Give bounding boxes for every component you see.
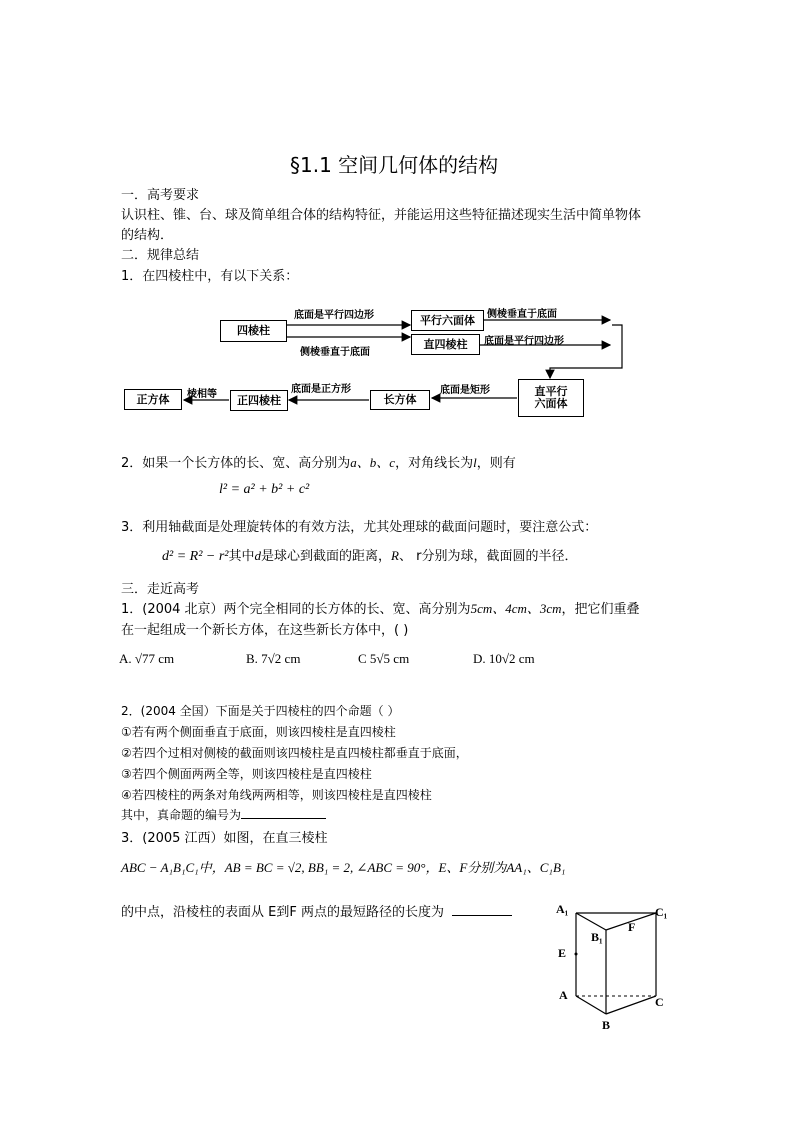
text: 是球心到截面的距离， bbox=[261, 549, 392, 564]
question: 3．(2005 江西）如图，在直三棱柱 bbox=[121, 831, 328, 846]
box-cube: 正方体 bbox=[124, 389, 182, 410]
box-regular-prism: 正四棱柱 bbox=[230, 390, 288, 411]
proposition: ④若四棱柱的两条对角线两两相等，则该四棱柱是直四棱柱 bbox=[121, 788, 432, 802]
option-b: B. 7√2 cm bbox=[246, 651, 301, 666]
paragraph: 的结构． bbox=[121, 228, 174, 243]
text: 2．如果一个长方体的长、宽、高分别为 bbox=[121, 456, 351, 471]
edge-label: 底面是平行四边形 bbox=[294, 310, 374, 321]
section-heading: 三．走近高考 bbox=[121, 582, 200, 597]
text: ，则有 bbox=[476, 456, 516, 471]
box-right-prism: 直四棱柱 bbox=[411, 334, 480, 355]
label-a1: A₁ bbox=[556, 902, 569, 916]
section-heading: 一．高考要求 bbox=[121, 188, 200, 203]
text: ，对角线长为 bbox=[395, 456, 474, 471]
box-cuboid: 长方体 bbox=[370, 390, 430, 410]
question: 2．(2004 全国）下面是关于四棱柱的四个命题（ ） bbox=[121, 704, 400, 718]
label-c: C bbox=[655, 995, 664, 1009]
formula: l² = a² + b² + c² bbox=[219, 482, 310, 497]
formula: d² = R² − r² bbox=[162, 549, 229, 564]
page-title: §1.1 空间几何体的结构 bbox=[290, 153, 499, 177]
label-a: A bbox=[559, 988, 568, 1002]
label-c1: C₁ bbox=[655, 905, 668, 919]
paragraph: 认识柱、锥、台、球及简单组合体的结构特征，并能运用这些特征描述现实生活中简单物体 bbox=[121, 208, 642, 223]
section-heading: 二．规律总结 bbox=[121, 248, 200, 263]
label-b1: B₁ bbox=[591, 930, 603, 944]
edge-label: 底面是平行四边形 bbox=[484, 336, 564, 347]
box-quadrangular-prism: 四棱柱 bbox=[220, 320, 287, 342]
label-f: F bbox=[628, 920, 636, 934]
edge-label: 侧棱垂直于底面 bbox=[487, 309, 557, 320]
math-var: R bbox=[391, 548, 399, 563]
text: ，把它们重叠 bbox=[561, 602, 640, 617]
text: 其中，真命题的编号为 bbox=[121, 808, 242, 822]
box-line: 六面体 bbox=[534, 397, 568, 410]
text: 其中 bbox=[228, 549, 255, 564]
question-line: 在一起组成一个新长方体，在这些新长方体中，( ) bbox=[121, 623, 409, 638]
proposition: ①若有两个侧面垂直于底面，则该四棱柱是直四棱柱 bbox=[121, 725, 396, 739]
math-var: l bbox=[473, 455, 477, 470]
text: 、 r bbox=[398, 549, 422, 564]
edge-label: 底面是正方形 bbox=[291, 384, 351, 395]
edge-label: 侧棱垂直于底面 bbox=[300, 347, 370, 358]
label-b: B bbox=[602, 1018, 611, 1032]
option-a: A. √77 cm bbox=[119, 651, 175, 666]
box-line: 直平行 bbox=[534, 385, 568, 398]
label-e: E bbox=[558, 946, 567, 960]
box-parallelepiped: 平行六面体 bbox=[411, 310, 484, 331]
proposition: ③若四个侧面两两全等，则该四棱柱是直四棱柱 bbox=[121, 767, 372, 781]
text: 的中点，沿棱柱的表面从 E到F 两点的最短路径的长度为 bbox=[121, 905, 444, 920]
list-item: 3．利用轴截面是处理旋转体的有效方法，尤其处理球的截面问题时，要注意公式： bbox=[121, 520, 598, 535]
math-var: d bbox=[254, 548, 262, 563]
list-item: 1．在四棱柱中，有以下关系： bbox=[121, 269, 299, 284]
math-dims: 5cm、4cm、3cm bbox=[470, 601, 562, 616]
edge-label: 棱相等 bbox=[187, 389, 217, 400]
question-math: ABC − A₁B₁C₁中，AB = BC = √2, BB₁ = 2, ∠ABC = 90°，E、F分别为AA₁、C₁B₁ bbox=[121, 860, 566, 875]
option-c: C 5√5 cm bbox=[358, 651, 410, 666]
proposition: ②若四个过相对侧棱的截面则该四棱柱是直四棱柱都垂直于底面， bbox=[121, 746, 468, 760]
text: 1．(2004 北京）两个完全相同的长方体的长、宽、高分别为 bbox=[121, 602, 471, 617]
option-d: D. 10√2 cm bbox=[473, 651, 535, 666]
edge-label: 底面是矩形 bbox=[440, 385, 490, 396]
text: 分别为球，截面圆的半径． bbox=[421, 549, 578, 564]
math-vars: a、b、c bbox=[350, 455, 396, 470]
